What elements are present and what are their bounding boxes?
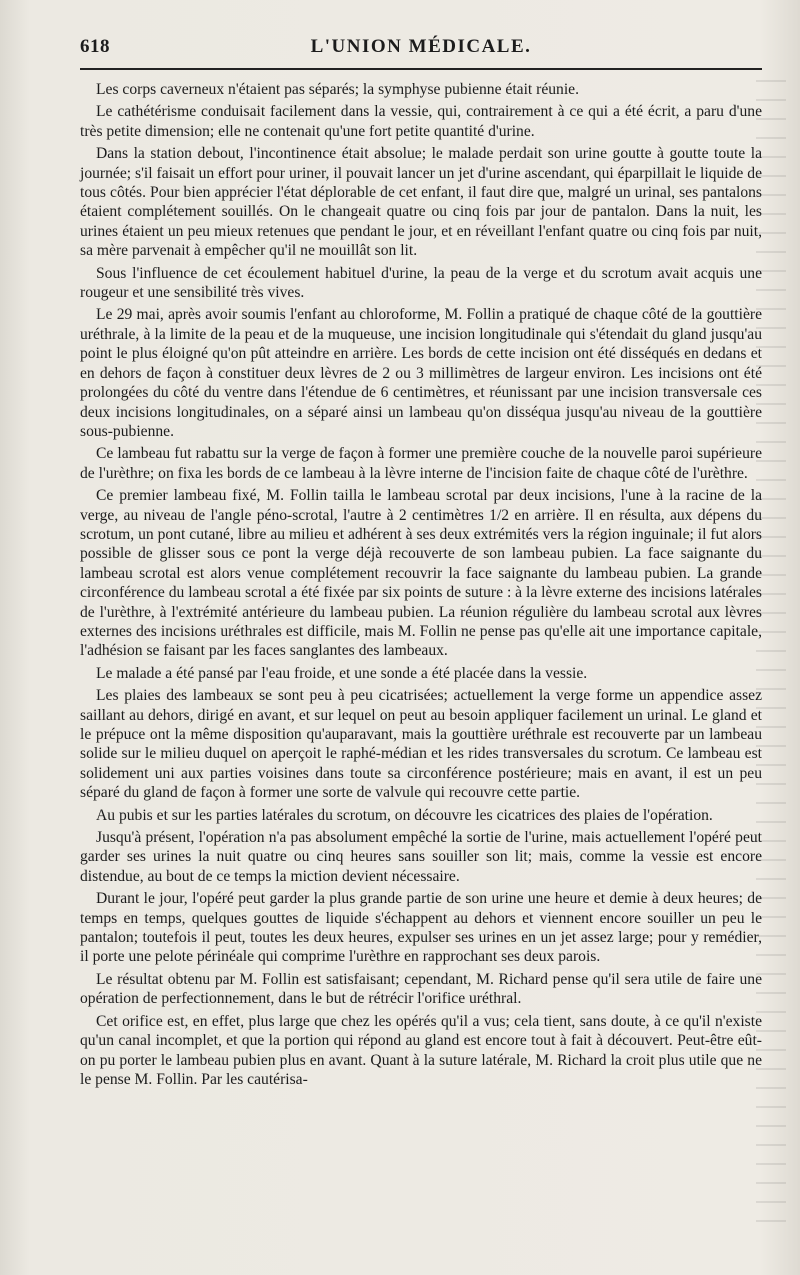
body-text [80, 80, 762, 1089]
paragraph: Durant le jour, l'opéré peut garder la plus grande partie de son urine une heure et demie à deux heures; de temps en temps, quelques gouttes de liquide s'échappent au dehors et viennent encore souiller un peu le pantalon; toutefois il peut, toutes les deux heures, expulser ses urines en un jet assez large; pour y remédier, il porte une pelote périnéale qui comprime l'urèthre en rapprochant ses deux parois. [80, 890, 762, 966]
paragraph: Les plaies des lambeaux se sont peu à peu cicatrisées; actuellement la verge forme un appendice assez saillant au dehors, dirigé en avant, et sur lequel on peut au besoin appliquer facilement un urinal. Le gland et le prépuce ont la même disposition qu'auparavant, mais la gouttière uréthrale est recouverte par un lambeau solide sur le milieu duquel on aperçoit le raphé-médian et les rides transversales du scrotum. Ce lambeau est solidement uni aux parties voisines dans toute sa circonférence postérieure; mais en avant, il est un peu séparé du gland de façon à former une sorte de valvule qui recouvre cette partie. [80, 687, 762, 802]
paragraph: Au pubis et sur les parties latérales du scrotum, on découvre les cicatrices des plaies de l'opération. [96, 806, 713, 824]
paragraph: Jusqu'à présent, l'opération n'a pas absolument empêché la sortie de l'urine, mais actuellement l'opéré peut garder ses urines la nuit quatre ou cinq heures sans souiller son lit; mais, comme la vessie est encore distendue, au bout de ce temps la miction devient nécessaire. [80, 829, 762, 885]
paragraph: Ce premier lambeau fixé, M. Follin tailla le lambeau scrotal par deux incisions, l'une à la racine de la verge, au niveau de l'angle péno-scrotal, l'autre à 2 centimètres 1/2 en arrière. Il en résulta, aux dépens du scrotum, un pont cutané, libre au milieu et adhérent à ses deux extrémités vers la région inguinale; il fut alors possible de glisser sous ce pont la verge déjà recouverte de son lambeau pubien. La face saignante du lambeau scrotal est alors venue complétement recouvrir la face saignante du lambeau pubien. La grande circonférence du lambeau scrotal a été fixée par six points de suture : à la lèvre externe des incisions latérales de l'urèthre, à l'extrémité antérieure du lambeau pubien. La réunion régulière du lambeau scrotal aux lèvres externes des incisions uréthrales est difficile, mais M. Follin ne pense pas qu'elle ait une importance capitale, l'adhésion se faisant par les faces sanglantes des lambeaux. [80, 487, 762, 660]
paragraph: Cet orifice est, en effet, plus large que chez les opérés qu'il a vus; cela tient, sans doute, à ce qu'il n'existe qu'un canal incomplet, et que la portion qui répond au gland est encore tout à fait à découvert. Peut-être eût-on pu porter le lambeau pubien plus en avant. Quant à la suture latérale, M. Richard la croit plus utile que ne le pense M. Follin. Par les cautérisa- [80, 1012, 762, 1088]
journal-title: L'UNION MÉDICALE. [310, 36, 532, 57]
paragraph: Dans la station debout, l'incontinence était absolue; le malade perdait son urine goutte à goutte toute la journée; s'il faisait un effort pour uriner, il pouvait lancer un jet d'urine ascendant, qui éparpillait le liquide de tous côtés. Pour bien apprécier l'état déplorable de cet enfant, il faut dire que, malgré un urinal, ses pantalons étaient complétement souillés. On le changeait quatre ou cinq fois par jour de pantalon. Dans la nuit, les urines étaient un peu mieux retenues que pendant le jour, et en réveillant l'enfant quatre ou cinq fois par nuit, sa mère parvenait à empêcher qu'il ne mouillât son lit. [80, 145, 762, 260]
page-number: 618 [80, 36, 110, 57]
running-header [80, 28, 762, 62]
paragraph: Sous l'influence de cet écoulement habituel d'urine, la peau de la verge et du scrotum avait acquis une rougeur et une sensibilité très vives. [80, 264, 762, 302]
paragraph: Ce lambeau fut rabattu sur la verge de façon à former une première couche de la nouvelle paroi supérieure de l'urèthre; on fixa les bords de ce lambeau à la lèvre interne de l'incision faite de chaque côté de l'urèthre. [80, 445, 762, 482]
paragraph: Le cathétérisme conduisait facilement dans la vessie, qui, contrairement à ce qui a été écrit, a paru d'une très petite dimension; elle ne contenait qu'une fort petite quantité d'urine. [80, 103, 762, 140]
paragraph: Le malade a été pansé par l'eau froide, et une sonde a été placée dans la vessie. [96, 664, 588, 682]
paragraph: Le résultat obtenu par M. Follin est satisfaisant; cependant, M. Richard pense qu'il sera utile de faire une opération de perfectionnement, dans le but de rétrécir l'orifice uréthral. [80, 970, 762, 1008]
header-rule [80, 68, 762, 70]
paragraph: Les corps caverneux n'étaient pas séparés; la symphyse pubienne était réunie. [96, 81, 580, 98]
paragraph: Le 29 mai, après avoir soumis l'enfant au chloroforme, M. Follin a pratiqué de chaque côté de la gouttière uréthrale, à la limite de la peau et de la muqueuse, une incision longitudinale qui s'étendait du gland jusqu'au point le plus éloigné qu'on pût atteindre en arrière. Les bords de cette incision ont été disséqués en dedans et en dehors de façon à constituer deux lèvres de 2 ou 3 millimètres de largeur environ. Les incisions ont été prolongées du côté du ventre dans l'étendue de 6 centimètres, et réunissant par une incision transversale ces deux incisions longitudinales, on a séparé ainsi un lambeau qu'on disséqua jusqu'au niveau de la gouttière sous-pubienne. [80, 306, 762, 440]
show-through-texture [756, 80, 786, 1230]
